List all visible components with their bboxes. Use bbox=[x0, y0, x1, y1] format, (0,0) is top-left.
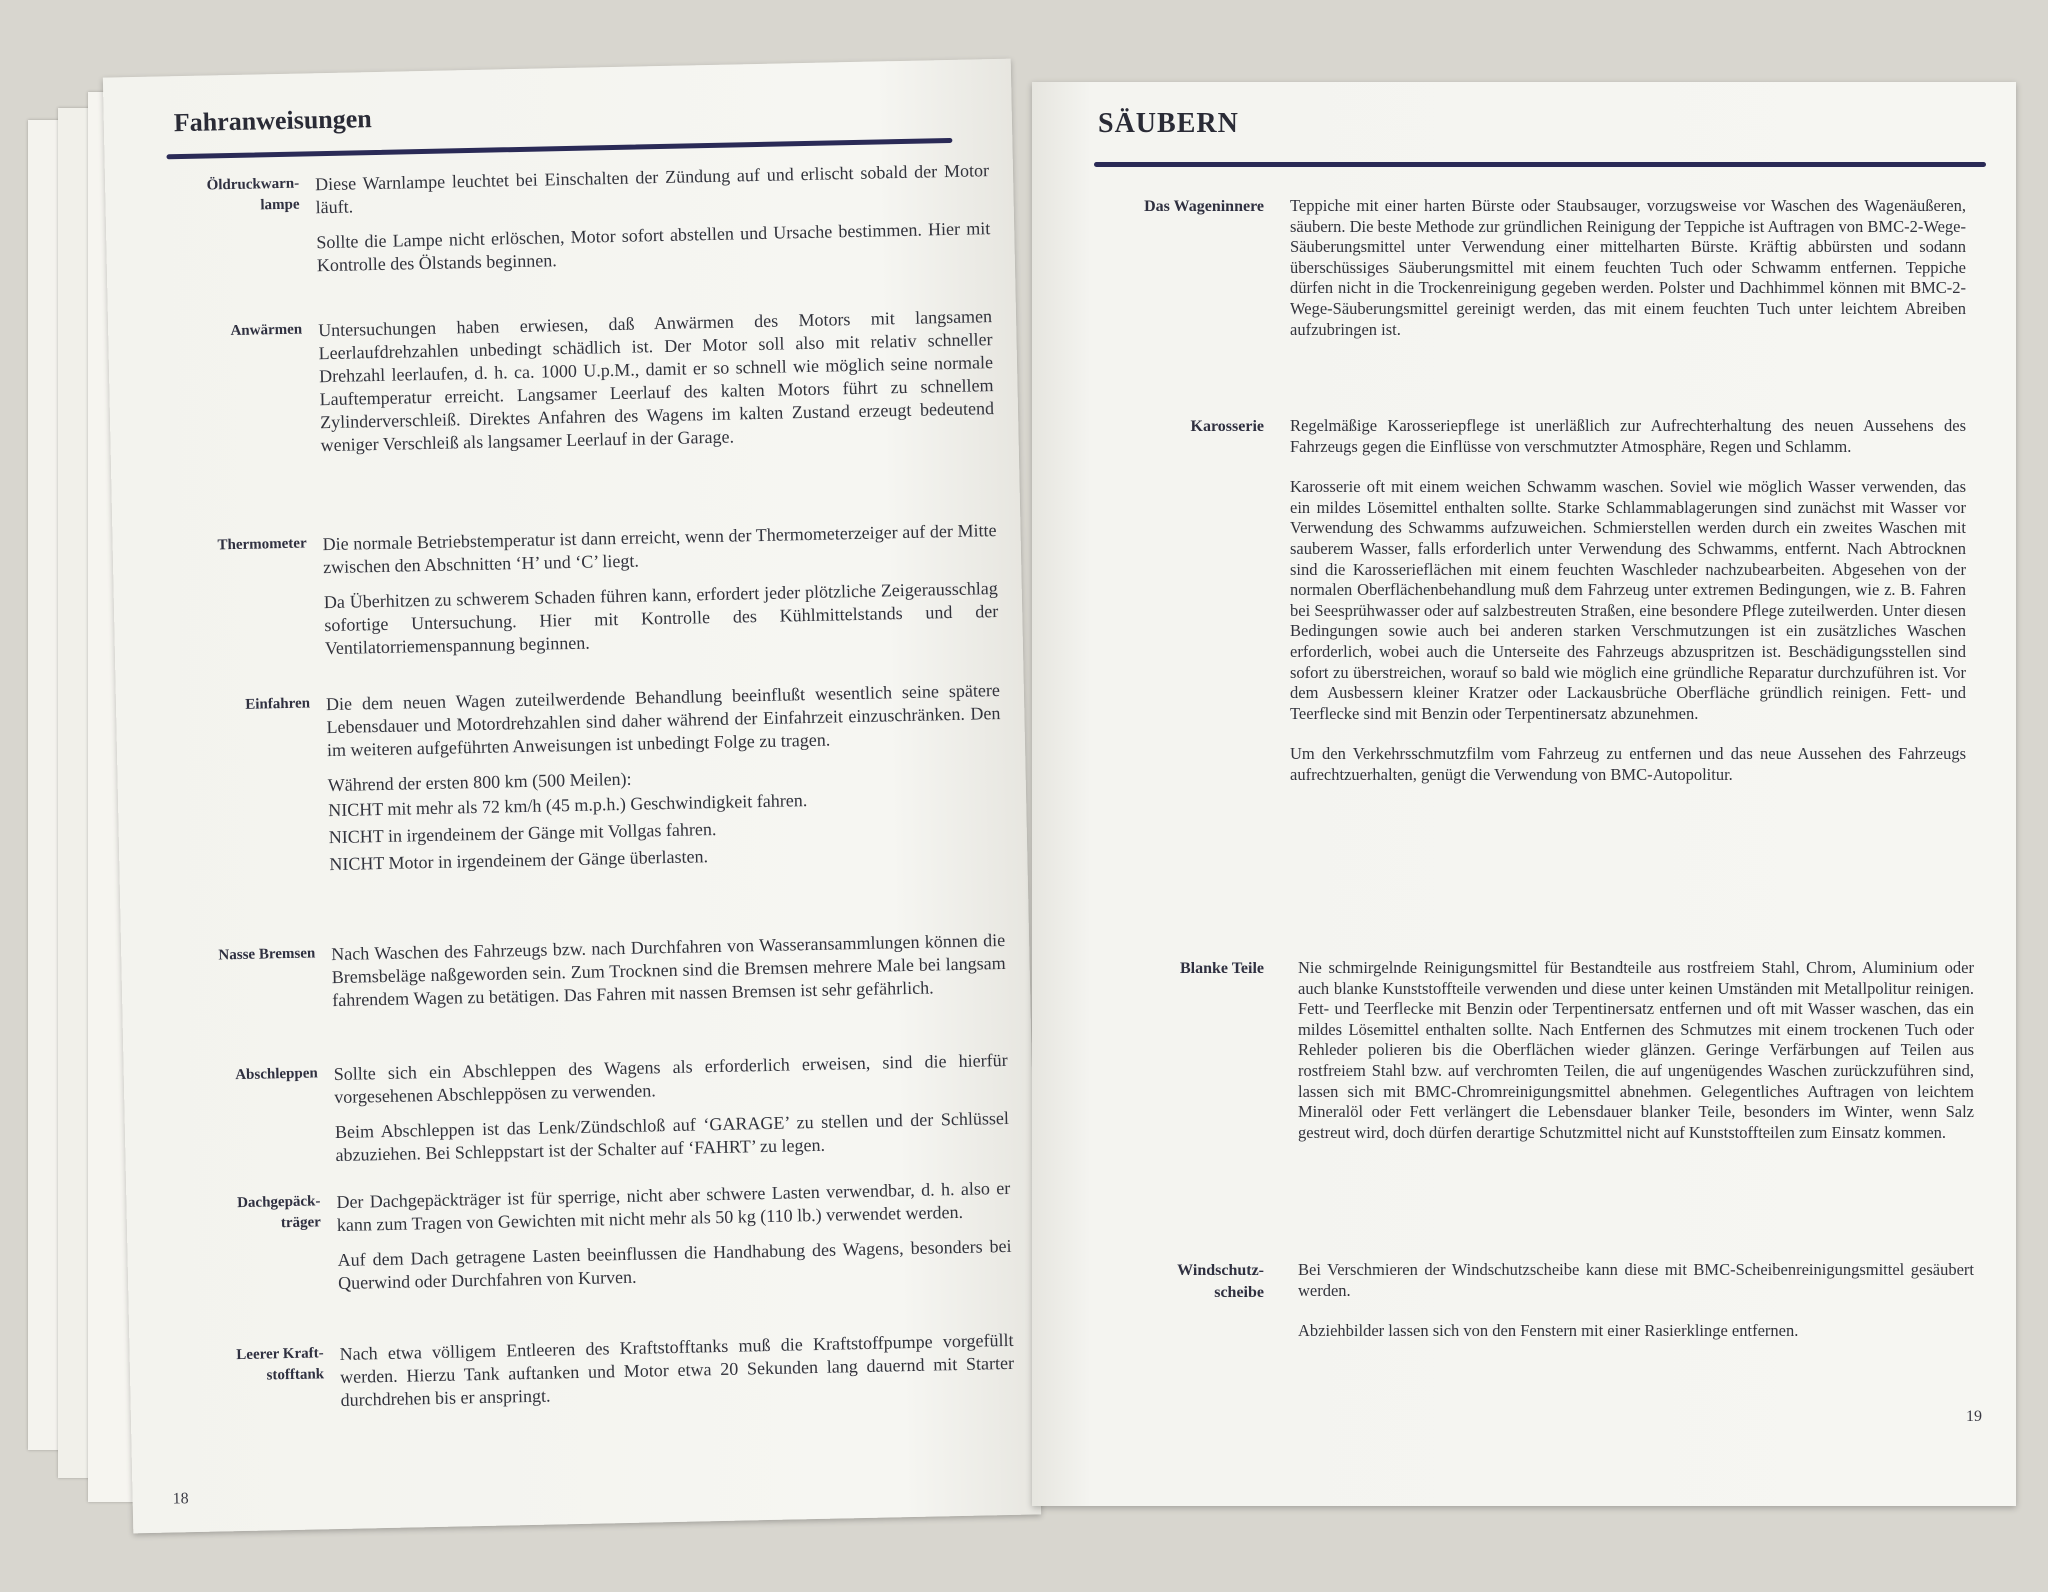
paragraph: Da Überhitzen zu schwerem Schaden führen kann, erfordert jeder plötzliche Zeigerausschlag sofortige Untersuchung. Hier mit Kontrolle des Kühlmittelstands und der Ventilatorriemenspannung beginnen. bbox=[323, 578, 999, 659]
paragraph: Bei Verschmieren der Windschutzscheibe kann diese mit BMC-Scheibenreinigungsmittel gesäubert werden. bbox=[1298, 1260, 1974, 1300]
section-label: Blanke Teile bbox=[1179, 960, 1264, 977]
section-label: Dachgepäck- träger bbox=[236, 1193, 322, 1232]
section-body bbox=[315, 159, 991, 289]
section-leerer-kraftstofftank bbox=[191, 1329, 1015, 1410]
section-body bbox=[1298, 1260, 1974, 1354]
section-oeldruckwarnlampe bbox=[167, 159, 991, 276]
paragraph: Untersuchungen haben erwiesen, daß Anwärmen des Motors mit langsamen Leerlaufdrehzahlen unbedingt schädlich ist. Der Motor soll also mit relativ schneller Drehzahl leerlaufen, d. h. ca. 1000 U.p.M., damit er so schnell wie möglich seine normale Lauftemperatur erreicht. Langsamer Leerlauf des kalten Motors führt zu schnellem Zylinderverschleiß. Direktes Anfahren des Wagens im kalten Zustand erzeugt bedeutend weniger Verschleiß als langsamer Leerlauf in der Garage. bbox=[317, 306, 995, 456]
paragraph: Sollte sich ein Abschleppen des Wagens als erforderlich erweisen, sind die hierfür vorgesehenen Abschleppösen zu verwenden. bbox=[333, 1049, 1008, 1108]
paragraph: NICHT mit mehr als 72 km/h (45 m.p.h.) Geschwindigkeit fahren. bbox=[328, 790, 808, 821]
section-body bbox=[1290, 196, 1966, 352]
page-title: SÄUBERN bbox=[1098, 108, 1239, 139]
section-body bbox=[326, 679, 1004, 888]
section-body bbox=[334, 1049, 1010, 1179]
section-einfahren bbox=[178, 679, 1001, 875]
paragraph: Sollte die Lampe nicht erlöschen, Motor sofort abstellen und Ursache bestimmen. Hier mit Kontrolle des Ölstands beginnen. bbox=[316, 218, 991, 276]
paragraph: NICHT in irgendeinem der Gänge mit Vollgas fahren. bbox=[328, 818, 717, 848]
section-thermometer bbox=[174, 519, 999, 659]
paragraph: Auf dem Dach getragene Lasten beeinflussen die Handhabung des Wagens, besonders bei Querwind oder Durchfahren von Kurven. bbox=[337, 1235, 1012, 1294]
section-anwaermen bbox=[170, 305, 995, 456]
section-label: Nasse Bremsen bbox=[218, 945, 316, 964]
section-label: Das Wageninnere bbox=[1144, 198, 1264, 215]
right-page bbox=[1032, 82, 2016, 1506]
section-abschleppen bbox=[186, 1049, 1010, 1166]
page-number: 18 bbox=[172, 1490, 189, 1508]
section-label: Karosserie bbox=[1190, 418, 1264, 435]
paragraph: Regelmäßige Karosseriepflege ist unerläßlich zur Aufrechterhaltung des neuen Aussehens des Fahrzeugs gegen die Einflüsse von verschmutzter Atmosphäre, Regen und Schlamm. bbox=[1290, 416, 1966, 456]
section-label: Thermometer bbox=[217, 535, 307, 554]
section-label: Anwärmen bbox=[230, 321, 303, 340]
section-body bbox=[1290, 416, 1966, 798]
section-body bbox=[336, 1177, 1012, 1307]
section-nasse-bremsen bbox=[183, 929, 1006, 1011]
paragraph: Diese Warnlampe leuchtet bei Einschalten der Zündung auf und erlischt sobald der Motor läuft. bbox=[314, 160, 990, 218]
section-label: Windschutz- scheibe bbox=[1177, 1262, 1264, 1301]
title-rule bbox=[1094, 162, 1986, 167]
paragraph: NICHT Motor in irgendeinem der Gänge überlasten. bbox=[329, 846, 709, 875]
section-body bbox=[1298, 958, 1974, 1155]
section-dachgepaecktraeger bbox=[188, 1177, 1012, 1294]
section-label: Einfahren bbox=[245, 695, 311, 713]
section-body bbox=[331, 929, 1007, 1024]
paragraph: Beim Abschleppen ist das Lenk/Zündschloß auf ‘GARAGE’ zu stellen und der Schlüssel abzuziehen. Bei Schleppstart ist der Schalter auf ‘FAHRT’ zu legen. bbox=[334, 1107, 1010, 1166]
section-body bbox=[322, 519, 999, 672]
page-title: Fahranweisungen bbox=[173, 104, 372, 138]
section-body bbox=[339, 1329, 1015, 1424]
left-page bbox=[103, 59, 1041, 1534]
paragraph: Die dem neuen Wagen zuteilwerdende Behandlung beeinflußt wesentlich seine spätere Lebensdauer und Motordrehzahlen sind daher während der Einfahrzeit einzuschränken. Den im weiteren aufgeführten Anweisungen ist unbedingt Folge zu tragen. bbox=[325, 680, 1001, 761]
paragraph: Um den Verkehrsschmutzfilm vom Fahrzeug zu entfernen und das neue Aussehen des Fahrzeugs aufrechtzuerhalten, genügt die Verwendung von BMC-Autopolitur. bbox=[1290, 744, 1966, 784]
section-body bbox=[318, 305, 995, 469]
paragraph: Während der ersten 800 km (500 Meilen): bbox=[327, 768, 632, 796]
paragraph: Der Dachgepäckträger ist für sperrige, nicht aber schwere Lasten verwendbar, d. h. also er kann zum Tragen von Gewichten mit nicht mehr als 50 kg (110 lb.) verwendet werden. bbox=[336, 1177, 1011, 1236]
paragraph: Die normale Betriebstemperatur ist dann erreicht, wenn der Thermometerzeiger auf der Mitte zwischen den Abschnitten ‘H’ und ‘C’ liegt. bbox=[322, 520, 997, 578]
section-label: Öldruckwarn- lampe bbox=[206, 175, 300, 214]
title-rule bbox=[166, 138, 952, 159]
page-number: 19 bbox=[1966, 1408, 1982, 1425]
paragraph: Nach etwa völligem Entleeren des Kraftstofftanks muß die Kraftstoffpumpe vorgefüllt werden. Hierzu Tank auftanken und Motor etwa 20 Sekunden lang dauernd mit Starter durchdrehen bis er anspringt. bbox=[339, 1329, 1015, 1410]
paragraph: Karosserie oft mit einem weichen Schwamm waschen. Soviel wie möglich Wasser verwenden, das ein mildes Lösemittel enthalten sollte. Starke Schlammablagerungen sind zunächst mit Wasser vor Verwendung des Schwamms aufzuweichen. Schmierstellen werden durch ein zweites Waschen mit sauberem Wasser, falls erforderlich unter Verwendung des Schwamms, entfernt. Nach Abtrocknen sind die Karosserieflächen mit einem feuchten Waschleder nachzubearbeiten. Abgesehen von der normalen Oberflächenbehandlung muß dem Fahrzeug unter extremen Bedingungen, wie z. B. Fahren bei Seesprühwasser oder auf salzbestreuten Straßen, eine besondere Pflege zuteilwerden. Unter diesen Bedingungen sowie auch bei anderen starken Verschmutzungen ist ein zusätzliches Waschen erforderlich, wobei auch die Unterseite des Fahrzeugs abzuspritzen ist. Beschädigungsstellen sind sofort zu überstreichen, worauf so bald wie möglich eine gründliche Reparatur durchzuführen ist. Vor dem Ausbessern kleiner Kratzer oder Lackausbrüche Oberfläche gründlich reinigen. Fett- und Teerflecke sind mit Benzin oder Terpentinersatz abzunehmen. bbox=[1290, 477, 1966, 723]
paragraph: Nach Waschen des Fahrzeugs bzw. nach Durchfahren von Wasseransammlungen können die Bremsbeläge naßgeworden sein. Zum Trocknen sind die Bremsen mehrere Male bei langsam fahrendem Wagen zu betätigen. Das Fahren mit nassen Bremsen ist sehr gefährlich. bbox=[331, 929, 1006, 1011]
section-label: Abschleppen bbox=[235, 1065, 318, 1084]
paragraph: Nie schmirgelnde Reinigungsmittel für Bestandteile aus rostfreiem Stahl, Chrom, Aluminium oder auch blanke Kunststoffteile verwenden und diese unter keinen Umständen mit Metallpolitur reinigen. Fett- und Teerflecke mit Benzin oder Terpentinersatz entfernen und oft mit Wasser waschen, das ein mildes Lösemittel enthalten sollte. Nach Entfernen des Schmutzes mit einem trockenen Tuch oder Rehleder polieren bis die Oberflächen wieder glänzen. Geringe Verfärbungen auf Teilen aus rostfreiem Stahl bzw. auf verchromten Teilen, die auf ungenügendes Waschen zurückzuführen sind, lassen sich mit BMC-Chromreinigungsmittel abnehmen. Gelegentliches Auftragen von leichtem Mineralöl oder Fett verlängert die Lebensdauer blanker Teile, besonders im Winter, wenn Salz gestreut wird, doch dürfen derartige Schutzmittel nicht auf Kunststoffteilen zum Einsatz kommen. bbox=[1298, 958, 1974, 1142]
paragraph: Teppiche mit einer harten Bürste oder Staubsauger, vorzugsweise vor Waschen des Wagenäußeren, säubern. Die beste Methode zur gründlichen Reinigung der Teppiche ist Auftragen von BMC-2-Wege-Säuberungsmittel unter Verwendung einer mittelharten Bürste. Kräftig abbürsten und sodann überschüssiges Säuberungsmittel mit einem feuchten Tuch oder Schwamm entfernen. Teppiche dürfen nicht in die Trockenreinigung gegeben werden. Polster und Dachhimmel können mit BMC-2-Wege-Säuberungsmittel gereinigt werden, das mit einem feuchten Tuch unter leichtem Abreiben aufzubringen ist. bbox=[1290, 196, 1966, 339]
paragraph: Abziehbilder lassen sich von den Fenstern mit einer Rasierklinge entfernen. bbox=[1298, 1321, 1799, 1341]
section-label: Leerer Kraft- stofftank bbox=[236, 1345, 325, 1384]
